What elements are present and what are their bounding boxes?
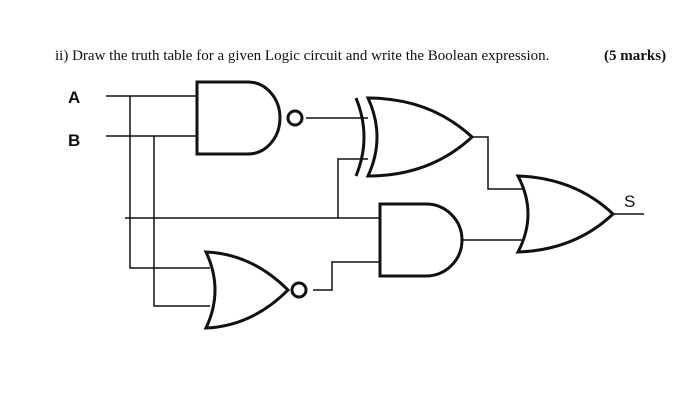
nor-gate xyxy=(206,252,306,328)
nand-gate xyxy=(197,82,302,154)
xor-gate xyxy=(356,98,472,176)
nand-inverter-bubble xyxy=(288,111,302,125)
nor-inverter-bubble xyxy=(292,283,306,297)
wire-xor-lower xyxy=(338,159,368,218)
and-gate xyxy=(380,204,462,276)
wire-nor-to-and xyxy=(313,262,380,290)
input-label-b: B xyxy=(68,131,81,150)
wire-xor-to-or xyxy=(472,137,525,189)
question-text: ii) Draw the truth table for a given Logic circuit and write the Boolean expression. xyxy=(55,48,550,64)
or-gate xyxy=(518,176,613,252)
wire-b-to-nor xyxy=(154,136,210,306)
input-label-a: A xyxy=(68,88,81,107)
output-label-s: S xyxy=(624,192,636,211)
marks-label: (5 marks) xyxy=(604,48,667,64)
